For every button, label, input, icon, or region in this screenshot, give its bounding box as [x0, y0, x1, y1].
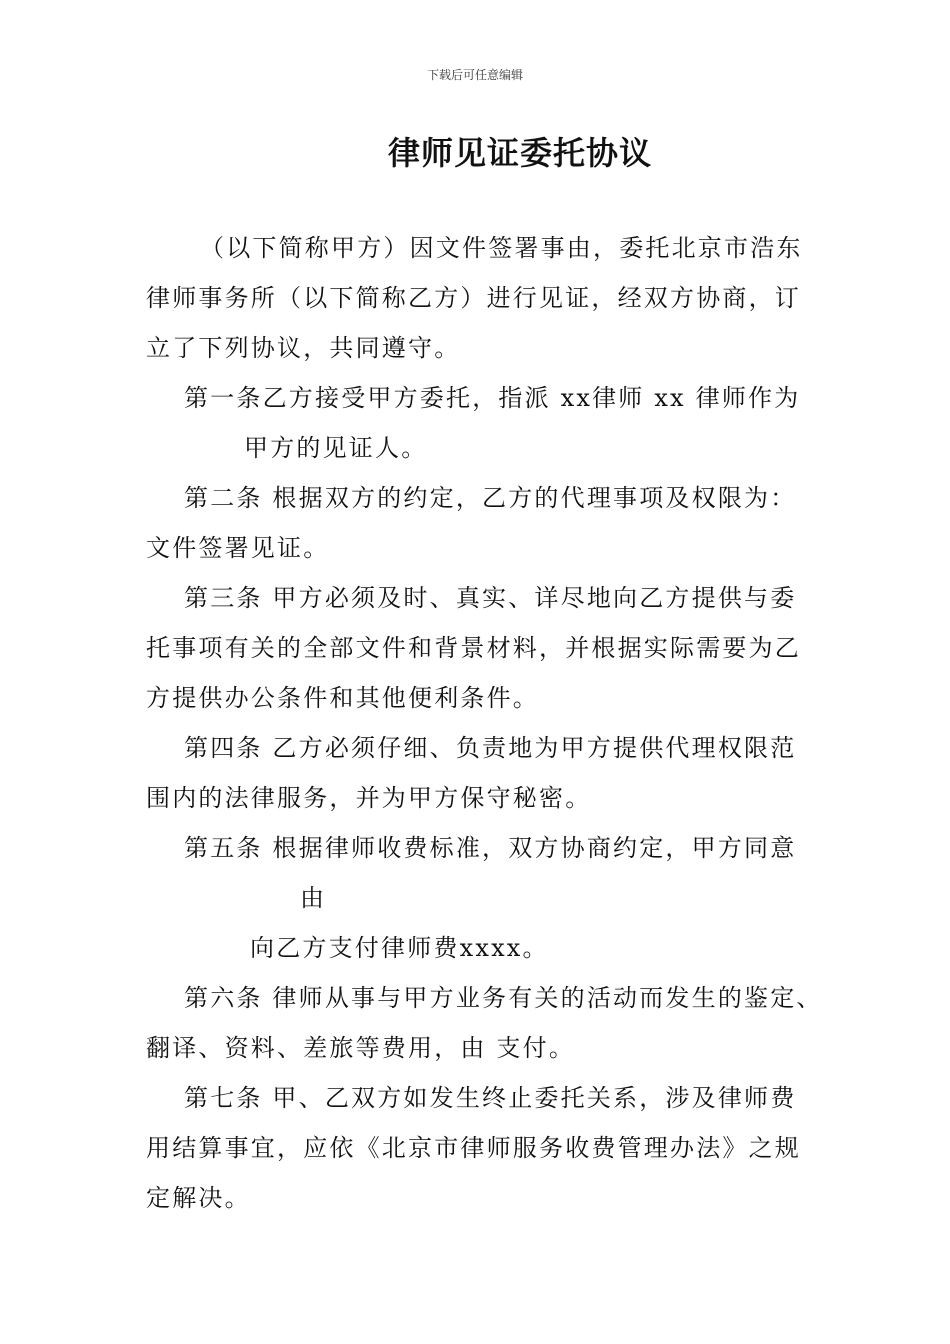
- body-line: 第四条 乙方必须仔细、负责地为甲方提供代理权限范: [184, 734, 797, 762]
- body-line: 第五条 根据律师收费标准，双方协商约定，甲方同意: [184, 834, 797, 862]
- document-title: 律师见证委托协议: [388, 134, 653, 172]
- body-line: 围内的法律服务，并为甲方保守秘密。: [146, 784, 592, 812]
- body-line: 律师事务所（以下简称乙方）进行见证，经双方协商，订: [146, 284, 801, 312]
- body-line: 定解决。: [146, 1184, 251, 1212]
- body-line: 第六条 律师从事与甲方业务有关的活动而发生的鉴定、: [184, 984, 823, 1012]
- body-line: 翻译、资料、差旅等费用，由 支付。: [146, 1034, 576, 1062]
- body-line: 第三条 甲方必须及时、真实、详尽地向乙方提供与委: [184, 584, 797, 612]
- header-note: 下载后可任意编辑: [426, 68, 523, 82]
- body-line: 第二条 根据双方的约定，乙方的代理事项及权限为：: [184, 484, 797, 512]
- body-line: 甲方的见证人。: [244, 434, 428, 462]
- body-line: 文件签署见证。: [146, 534, 330, 562]
- body-line: （以下简称甲方）因文件签署事由，委托北京市浩东: [200, 234, 803, 262]
- body-line: 方提供办公条件和其他便利条件。: [146, 684, 539, 712]
- body-line: 第一条乙方接受甲方委托，指派 xx律师 xx 律师作为: [184, 384, 801, 412]
- body-line: 由: [300, 884, 327, 912]
- body-line: 第七条 甲、乙双方如发生终止委托关系，涉及律师费: [184, 1084, 797, 1112]
- body-line: 立了下列协议，共同遵守。: [146, 334, 461, 362]
- body-line: 向乙方支付律师费xxxx。: [250, 934, 549, 962]
- body-line: 托事项有关的全部文件和背景材料，并根据实际需要为乙: [146, 634, 801, 662]
- body-line: 用结算事宜，应依《北京市律师服务收费管理办法》之规: [146, 1134, 801, 1162]
